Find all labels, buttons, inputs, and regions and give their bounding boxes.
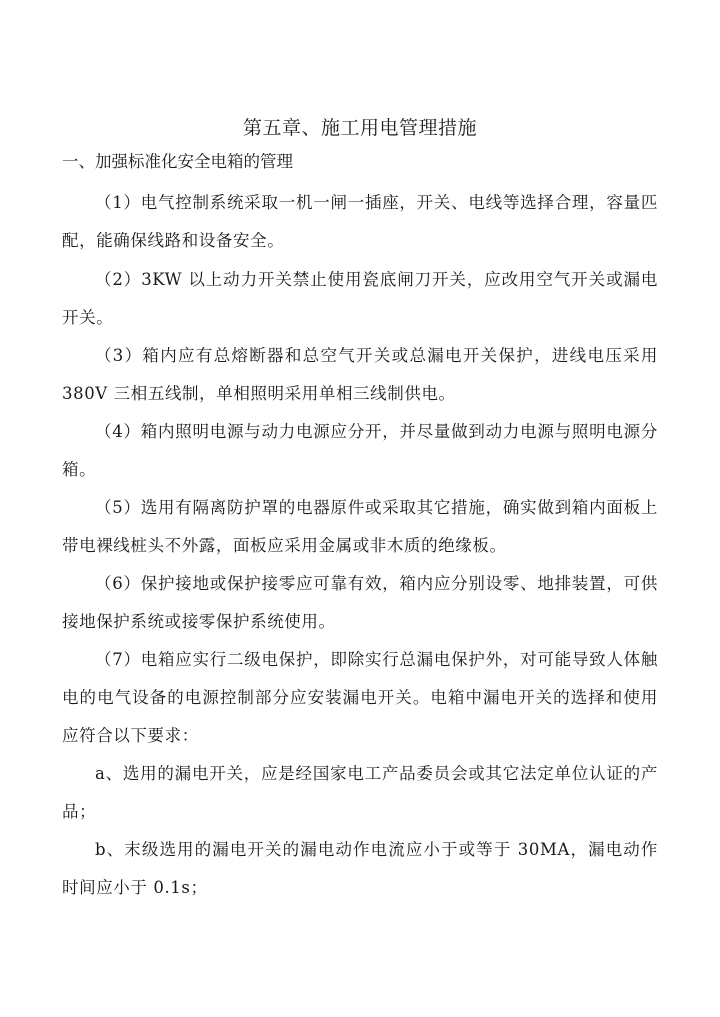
paragraph-7: （7）电箱应实行二级电保护，即除实行总漏电保护外，对可能导致人体触电的电气设备的电源控制部分应安装漏电开关。电箱中漏电开关的选择和使用应符合以下要求： [62,650,658,745]
paragraph-6: （6）保护接地或保护接零应可靠有效，箱内应分别设零、地排装置，可供接地保护系统或接零保护系统使用。 [62,574,658,631]
paragraph-2: （2）3KW 以上动力开关禁止使用瓷底闸刀开关，应改用空气开关或漏电开关。 [62,270,658,327]
list-item-b: b、末级选用的漏电开关的漏电动作电流应小于或等于 30MA，漏电动作时间应小于 0.1s； [62,840,658,897]
chapter-title: 第五章、施工用电管理措施 [242,117,477,139]
paragraph-4: （4）箱内照明电源与动力电源应分开，并尽量做到动力电源与照明电源分箱。 [62,422,658,479]
list-item-a: a、选用的漏电开关，应是经国家电工产品委员会或其它法定单位认证的产品； [62,764,658,821]
paragraph-5: （5）选用有隔离防护罩的电器原件或采取其它措施，确实做到箱内面板上带电裸线桩头不外露，面板应采用金属或非木质的绝缘板。 [62,498,658,555]
paragraph-1: （1）电气控制系统采取一机一闸一插座，开关、电线等选择合理，容量匹配，能确保线路和设备安全。 [62,193,658,250]
paragraph-3: （3）箱内应有总熔断器和总空气开关或总漏电开关保护，进线电压采用380V 三相五线制，单相照明采用单相三线制供电。 [62,346,658,403]
section-heading: 一、加强标准化安全电箱的管理 [62,152,293,171]
